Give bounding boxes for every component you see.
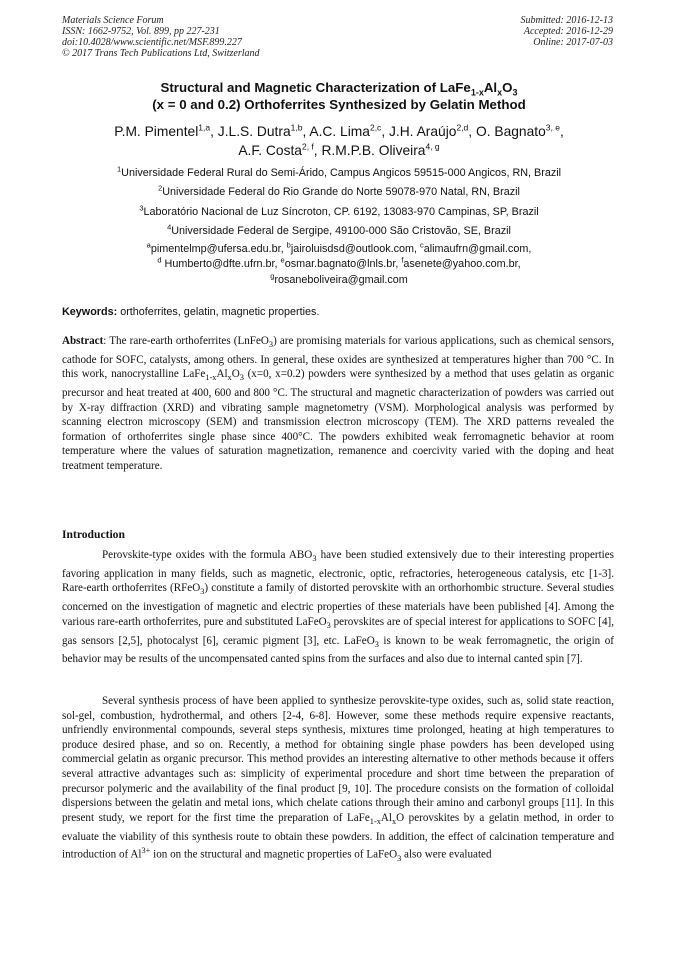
affiliation: $^3$Laboratório Nacional de Luz Síncroton, CP. 6192, 13083-970 Campinas, SP, Brazil <box>139 203 539 218</box>
date-accepted: Accepted: 2016-12-29 <box>523 26 613 37</box>
author-line-2 <box>40 141 638 160</box>
email-link: rosaneboliveira@gmail.com <box>274 273 408 286</box>
author: J.H. Araújo$^{2,d}$, <box>388 122 476 139</box>
journal-doi: doi:10.4028/www.scientific.net/MSF.899.227 <box>62 37 242 48</box>
journal-copyright: © 2017 Trans Tech Publications Ltd, Switzerland <box>62 48 260 59</box>
keywords-text: orthoferrites, gelatin, magnetic properties. <box>117 306 320 318</box>
introduction-paragraph-2: Several synthesis process of have been applied to synthesize perovskite-type oxides, such as, solid state reaction, sol-gel, combustion, hydrothermal, and others [2-4, 6-8]. However, some these methods require expensive reactants, unfriendly environmental compounds, several steps synthesis, mixtures time prolonged, heating at high temperatures to produce desired phase, and so on. Recently, a method for obtaining single phase powders has been developed using commercial gelatin as organic precursor. This method provides an interesting alternative to other methods because it offers several attractive advantages such as: simplicity of experimental procedure and short time between the preparation of precursor polymeric and the availability of the final product [9, 10]. The procedure consists on the formation of colloidal dispersions between the gelatin and metal ions, which chelate cations through their amino and carbonyl groups [11]. In this present study, we report for the first time the preparation of $LaFe_{1-x}Al_xO$ perovskites by a gelatin method, in order to evaluate the viability of this synthesis route to obtain these powders. In addition, the effect of calcination temperature and introduction of $Al^{3+}$ ion on the structural and magnetic properties of LaFeO$_3$ also were evaluated <box>62 695 614 864</box>
introduction-paragraph-1: Perovskite-type oxides with the formula $ABO_3$ have been studied extensively due to their interesting properties favoring application in many fields, such as magnetic, electronic, optic, refractories, heterogeneous catalysis, etc [1-3]. Rare-earth orthoferrites (RFeO$_3$) constitute a family of distorted perovskite with an orthorhombic structure. Several studies concerned on the investigation of magnetic and electric properties of these materials have been published [4]. Among the various rare-earth orthoferrites, pure and substituted LaFeO$_3$ perovskites are of special interest for applications to SOFC [4], gas sensors [2,5], photocalyst [6], ceramic pigment [3], etc. LaFeO$_3$ is known to be weak ferromagnetic, the origin of behavior may be results of the uncompensated canted spins from the surfaces and also due to internal canted spin [7]. <box>62 549 614 666</box>
title-line-1: Structural and Magnetic Characterization of $LaFe_{1-x}Al_xO_3$ <box>160 80 518 98</box>
keywords-label: Keywords: <box>62 306 118 318</box>
author-list <box>40 122 638 160</box>
author-line-1 <box>40 122 638 141</box>
affiliation-list <box>40 164 638 241</box>
title-line-2: (x = 0 and 0.2) Orthoferrites Synthesized by Gelatin Method <box>152 97 526 112</box>
abstract: Abstract: The rare-earth orthoferrites (LnFeO$_3$) are promising materials for various applications, such as chemical sensors, cathode for SOFC, catalysts, among others. In general, these oxides are synthesized at temperatures higher than 700 °C. In this work, nanocrystalline $LaFe_{1-x}Al_xO_3$ (x=0, x=0.2) powders were synthesized by a method that uses gelatin as organic precursor and heat treated at 400, 600 and 800 °C. The structural and magnetic characterization of powders was carried out by X-ray diffraction (XRD) and vibrating sample magnetometry (VSM). Morphological analysis was performed by scanning electron microscopy (SEM) and transmission electron microscopy (TEM). The XRD patterns revealed the formation of orthoferrites single phase since 400°C. The powders exhibited weak ferromagnetic behavior at room temperature where the values of saturation magnetization, remanence and coercivity varied with the doping and heat treatment temperature. <box>62 335 614 472</box>
email-list <box>40 242 638 288</box>
email-link: Humberto@dfte.ufrn.br, <box>161 258 281 271</box>
introduction-heading: Introduction <box>62 528 125 541</box>
date-online: Online: 2017-07-03 <box>533 37 613 48</box>
email-link: osmar.bagnato@lnls.br, <box>284 258 402 271</box>
author: A.C. Lima$^{2,c}$, <box>309 122 389 139</box>
journal-info <box>62 15 260 59</box>
date-submitted: Submitted: 2016-12-13 <box>520 15 613 26</box>
email-line-1: $^a$pimentelmp@ufersa.edu.br, $^b$jairoluisdsd@outlook.com, $^c$alimaufrn@gmail.com, <box>146 240 532 255</box>
email-link: jairoluisdsd@outlook.com, <box>290 243 420 255</box>
email-line-2: $^d$ Humberto@dfte.ufrn.br, $^e$osmar.bagnato@lnls.br, $^f$asenete@yahoo.com.br, <box>157 255 521 271</box>
publication-dates <box>521 15 614 48</box>
affiliation: $^2$Universidade Federal do Rio Grande do Norte 59078-970 Natal, RN, Brazil <box>158 183 520 199</box>
author: P.M. Pimentel$^{1,a}$, <box>114 122 218 139</box>
author: A.F. Costa$^{2, f}$, <box>238 141 322 158</box>
keywords <box>62 305 618 319</box>
journal-issn: ISSN: 1662-9752, Vol. 899, pp 227-231 <box>62 26 220 37</box>
journal-name: Materials Science Forum <box>62 15 164 26</box>
paper-title <box>40 79 638 113</box>
author: J.L.S. Dutra$^{1,b}$, <box>217 122 310 139</box>
affiliation: $^4$Universidade Federal de Sergipe, 49100-000 São Cristovão, SE, Brazil <box>167 222 511 237</box>
affiliation: $^1$Universidade Federal Rural do Semi-Árido, Campus Angicos 59515-000 Angicos, RN, Brazil <box>116 164 562 179</box>
email-line-3: $^g$rosaneboliveira@gmail.com <box>270 271 408 286</box>
email-link: alimaufrn@gmail.com, <box>423 243 532 255</box>
author: O. Bagnato$^{3, e}$, <box>475 122 564 139</box>
author: R.M.P.B. Oliveira$^{4, g}$ <box>321 141 440 158</box>
email-link: pimentelmp@ufersa.edu.br, <box>150 243 287 255</box>
abstract-label: Abstract <box>62 335 104 347</box>
email-link: asenete@yahoo.com.br, <box>403 258 521 271</box>
